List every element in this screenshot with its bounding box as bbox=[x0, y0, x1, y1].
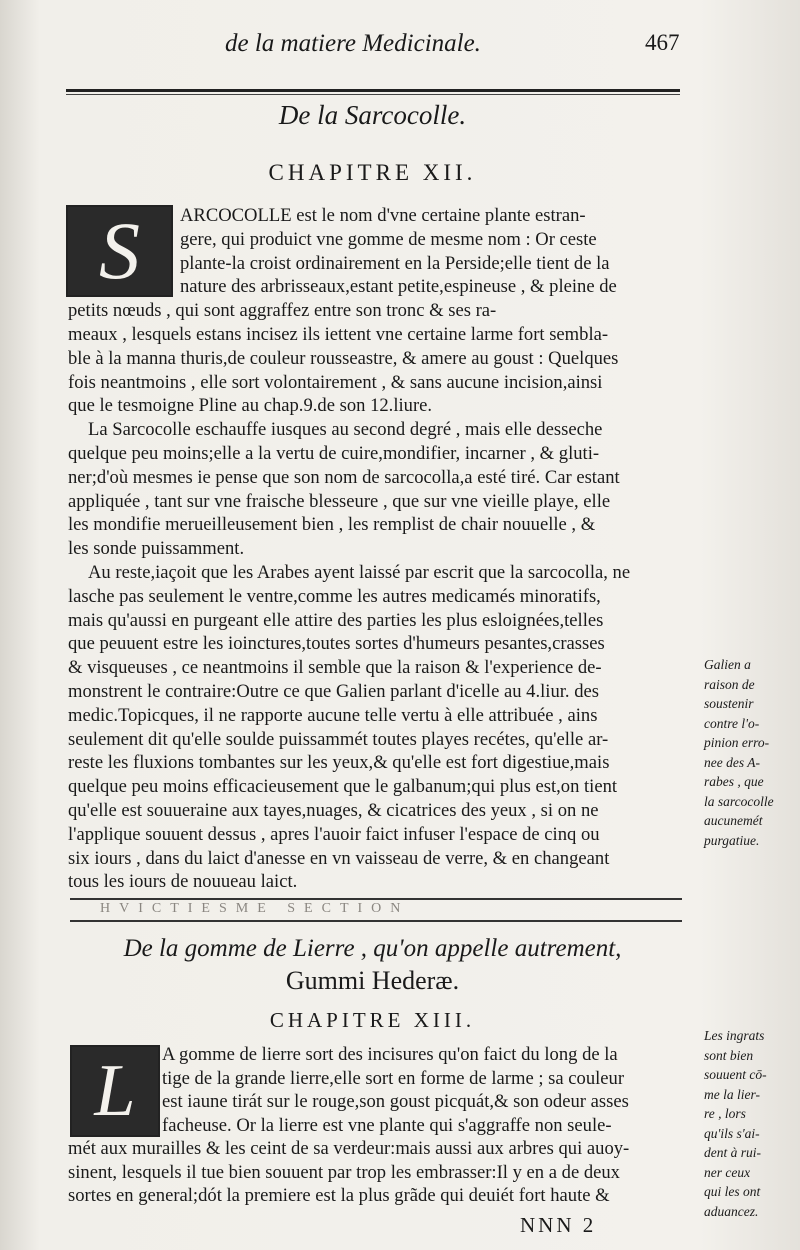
margin-note-line: soustenir bbox=[704, 696, 754, 711]
margin-note-line: raison de bbox=[704, 676, 755, 692]
margin-note-line: aduancez. bbox=[704, 1203, 759, 1219]
text-line: quelque peu moins;elle a la vertu de cuire,mondifier, incarner , & gluti- bbox=[68, 443, 600, 464]
margin-note-line: re , lors bbox=[704, 1106, 746, 1121]
text-line: gere, qui produict vne gomme de mesme nom : Or ceste bbox=[180, 228, 597, 250]
margin-note-line: Les ingrats bbox=[704, 1028, 765, 1043]
text-line: meaux , lesquels estans incisez ils iettent vne certaine larme fort sembla- bbox=[68, 324, 609, 345]
drop-cap-l: L bbox=[70, 1045, 160, 1137]
text-line: Au reste,iaçoit que les Arabes ayent laissé par escrit que la sarcocolla, ne bbox=[88, 562, 631, 583]
margin-note-line: pinion erro- bbox=[704, 735, 770, 750]
margin-note-line: dent à rui- bbox=[704, 1145, 761, 1160]
divider-text: HVICTIESME SECTION bbox=[100, 901, 410, 916]
text-line: fois neantmoins , elle sort volontairement , & sans aucune incision,ainsi bbox=[68, 371, 603, 393]
header-rule bbox=[66, 89, 680, 92]
text-line: facheuse. Or la lierre est vne plante qui s'aggraffe non seule- bbox=[162, 1114, 612, 1136]
text-line: que le tesmoigne Pline au chap.9.de son 12.liure. bbox=[68, 395, 433, 417]
page-number: 467 bbox=[645, 30, 680, 55]
text-line: qu'elle est souueraine aux tayes,nuages, & cicatrices des yeux , si on ne bbox=[68, 800, 599, 821]
section-subtitle-gummi-hederae: Gummi Hederæ. bbox=[285, 966, 460, 995]
text-line: monstrent le contraire:Outre ce que Galien parlant d'icelle au 4.liur. des bbox=[68, 681, 600, 702]
margin-note-line: qu'ils s'ai- bbox=[704, 1125, 760, 1141]
chapter-heading-13: CHAPITRE XIII. bbox=[269, 1008, 476, 1032]
margin-note-line: contre l'o- bbox=[704, 715, 760, 731]
text-line: reste les fluxions tombantes sur les yeux,& qu'elle est fort digestiue,mais bbox=[68, 752, 610, 774]
text-line: six iours , dans du laict d'anesse en vn vaisseau de verre, & en changeant bbox=[68, 847, 610, 869]
text-line: sinent, lesquels il tue bien souuent par trop les embrasser:Il y en a de deux bbox=[68, 1161, 620, 1183]
chapter-heading-12: CHAPITRE XII. bbox=[268, 160, 477, 185]
text-line: tous les iours de nouueau laict. bbox=[68, 871, 298, 893]
margin-note-line: aucunemét bbox=[704, 813, 763, 828]
signature-mark: NNN 2 bbox=[520, 1213, 597, 1237]
text-line: mais qu'aussi en purgeant elle attire des parties les plus esloignées,telles bbox=[68, 609, 604, 631]
text-line: nature des arbrisseaux,estant petite,espineuse , & pleine de bbox=[180, 276, 617, 298]
text-line: ARCOCOLLE est le nom d'vne certaine plante estran- bbox=[180, 205, 586, 226]
text-line: lasche pas seulement le ventre,comme les autres medicamés minoratifs, bbox=[68, 585, 601, 607]
text-line: que peuuent estre les ioinctures,toutes sortes d'humeurs pesantes,crasses bbox=[68, 633, 605, 655]
margin-note-line: nee des A- bbox=[704, 754, 760, 770]
text-line: ble à la manna thuris,de couleur rousseastre, & amere au goust : Quelques bbox=[68, 347, 619, 369]
section-title-lierre: De la gomme de Lierre , qu'on appelle autrement, bbox=[123, 935, 622, 962]
margin-note-line: Galien a bbox=[704, 657, 751, 672]
text-line: est iaune tirát sur le rouge,son goust picquát,& son odeur asses bbox=[162, 1091, 629, 1112]
text-line: ner;d'où mesmes ie pense que son nom de sarcocolla,a esté tiré. Car estant bbox=[68, 466, 620, 488]
text-line: les mondifie merueilleusement bien , les remplist de chair nouuelle , & bbox=[68, 514, 596, 536]
text-line: mét aux murailles & les ceint de sa verdeur:mais aussi aux arbres qui auoy- bbox=[68, 1138, 630, 1159]
text-line: les sonde puissamment. bbox=[68, 538, 245, 560]
section-title-sarcocolle: De la Sarcocolle. bbox=[278, 100, 467, 130]
text-line: appliquée , tant sur vne fraische blesseure , que sur vne vieille playe, elle bbox=[68, 490, 611, 512]
margin-note-line: me la lier- bbox=[704, 1086, 760, 1102]
margin-note-line: la sarcocolle bbox=[704, 793, 774, 809]
margin-note-line: qui les ont bbox=[704, 1184, 761, 1199]
margin-note-line: souuent cō- bbox=[704, 1067, 767, 1082]
text-line: & visqueuses , ce neantmoins il semble que la raison & l'experience de- bbox=[68, 657, 602, 679]
margin-note-line: rabes , que bbox=[704, 774, 764, 789]
text-line: medic.Topicques, il ne rapporte aucune telle vertu à elle attribuée , ains bbox=[68, 704, 598, 726]
drop-cap-s: S bbox=[66, 205, 173, 297]
text-line: l'applique souuent dessus , apres l'auoir faict infuser l'espace de cinq ou bbox=[68, 823, 600, 845]
margin-note-line: sont bien bbox=[704, 1047, 754, 1063]
text-line: La Sarcocolle eschauffe iusques au second degré , mais elle desseche bbox=[88, 419, 603, 441]
margin-note-line: ner ceux bbox=[704, 1164, 751, 1180]
text-line: quelque peu moins efficacieusement que le galbanum;qui plus est,on tient bbox=[68, 776, 618, 798]
running-head: de la matiere Medicinale. bbox=[225, 30, 481, 57]
text-line: A gomme de lierre sort des incisures qu'on faict du long de la bbox=[162, 1044, 618, 1065]
text-line: petits nœuds , qui sont aggraffez entre son tronc & ses ra- bbox=[68, 300, 497, 322]
text-line: seulement dit qu'elle soulde puissammét toutes playes recétes, qu'elle ar- bbox=[68, 728, 609, 750]
header-rule-thin bbox=[66, 94, 680, 95]
section-divider bbox=[70, 898, 682, 922]
text-line: sortes en general;dót la premiere est la plus grãde qui deuiét fort haute & bbox=[68, 1185, 610, 1206]
text-line: plante-la croist ordinairement en la Perside;elle tient de la bbox=[180, 252, 610, 274]
margin-note-line: purgatiue. bbox=[704, 832, 760, 848]
text-line: tige de la grande lierre,elle sort en forme de larme ; sa couleur bbox=[162, 1067, 625, 1089]
